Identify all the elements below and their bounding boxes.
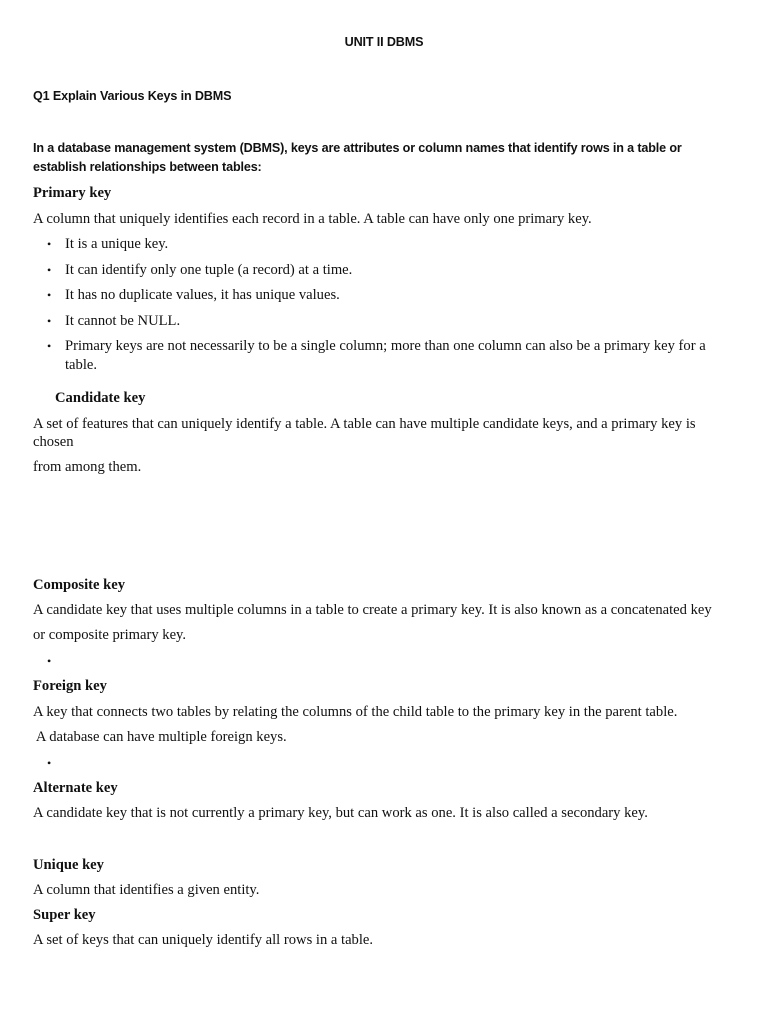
composite-key-description-line-2: or composite primary key. [33,627,187,643]
list-item-text: It can identify only one tuple (a record) at a time. [65,262,353,278]
list-item [33,235,755,254]
alternate-key-heading: Alternate key [33,780,118,796]
super-key-description: A set of keys that can uniquely identify all rows in a table. [33,932,374,948]
list-item [33,337,755,356]
empty-bullet-icon: • [47,756,52,770]
bullet-icon: • [47,314,52,328]
primary-key-heading: Primary key [33,185,112,201]
list-item [33,261,755,280]
foreign-key-description-line-1: A key that connects two tables by relating the columns of the child table to the primary key in the parent table. [33,704,678,720]
list-item-text: It is a unique key. [65,236,169,252]
unique-key-heading: Unique key [33,857,104,873]
candidate-key-description-line-3: from among them. [33,459,142,475]
composite-key-heading: Composite key [33,577,126,593]
list-item [33,286,755,305]
list-item-text: It cannot be NULL. [65,313,181,329]
super-key-heading: Super key [33,907,96,923]
alternate-key-description: A candidate key that is not currently a primary key, but can work as one. It is also called a secondary key. [33,805,648,821]
question-heading: Q1 Explain Various Keys in DBMS [33,89,232,103]
composite-key-description-line-1: A candidate key that uses multiple columns in a table to create a primary key. It is also known as a concatenated key [33,602,712,618]
bullet-icon: • [47,237,52,251]
page-title: UNIT II DBMS [344,35,424,49]
empty-bullet-icon: • [47,654,52,668]
intro-text-line-2: establish relationships between tables: [33,160,262,174]
bullet-icon: • [47,263,52,277]
list-item [33,312,755,331]
list-item-text: table. [65,357,98,373]
list-item-text: It has no duplicate values, it has unique values. [65,287,340,303]
list-item-continuation [33,356,755,375]
foreign-key-heading: Foreign key [33,678,107,694]
bullet-icon: • [47,339,52,353]
candidate-key-description-line-2: chosen [33,434,74,450]
bullet-icon: • [47,288,52,302]
primary-key-description: A column that uniquely identifies each record in a table. A table can have only one primary key. [33,211,592,227]
list-item-text: Primary keys are not necessarily to be a single column; more than one column can also be a primary key for a [65,338,706,354]
foreign-key-description-line-2: A database can have multiple foreign keys. [33,729,287,745]
candidate-key-heading: Candidate key [55,390,146,406]
unique-key-description: A column that identifies a given entity. [33,882,260,898]
intro-text-line-1: In a database management system (DBMS), keys are attributes or column names that identify rows in a table or [33,141,682,155]
candidate-key-description-line-1: A set of features that can uniquely identify a table. A table can have multiple candidate keys, and a primary key is [33,416,696,432]
